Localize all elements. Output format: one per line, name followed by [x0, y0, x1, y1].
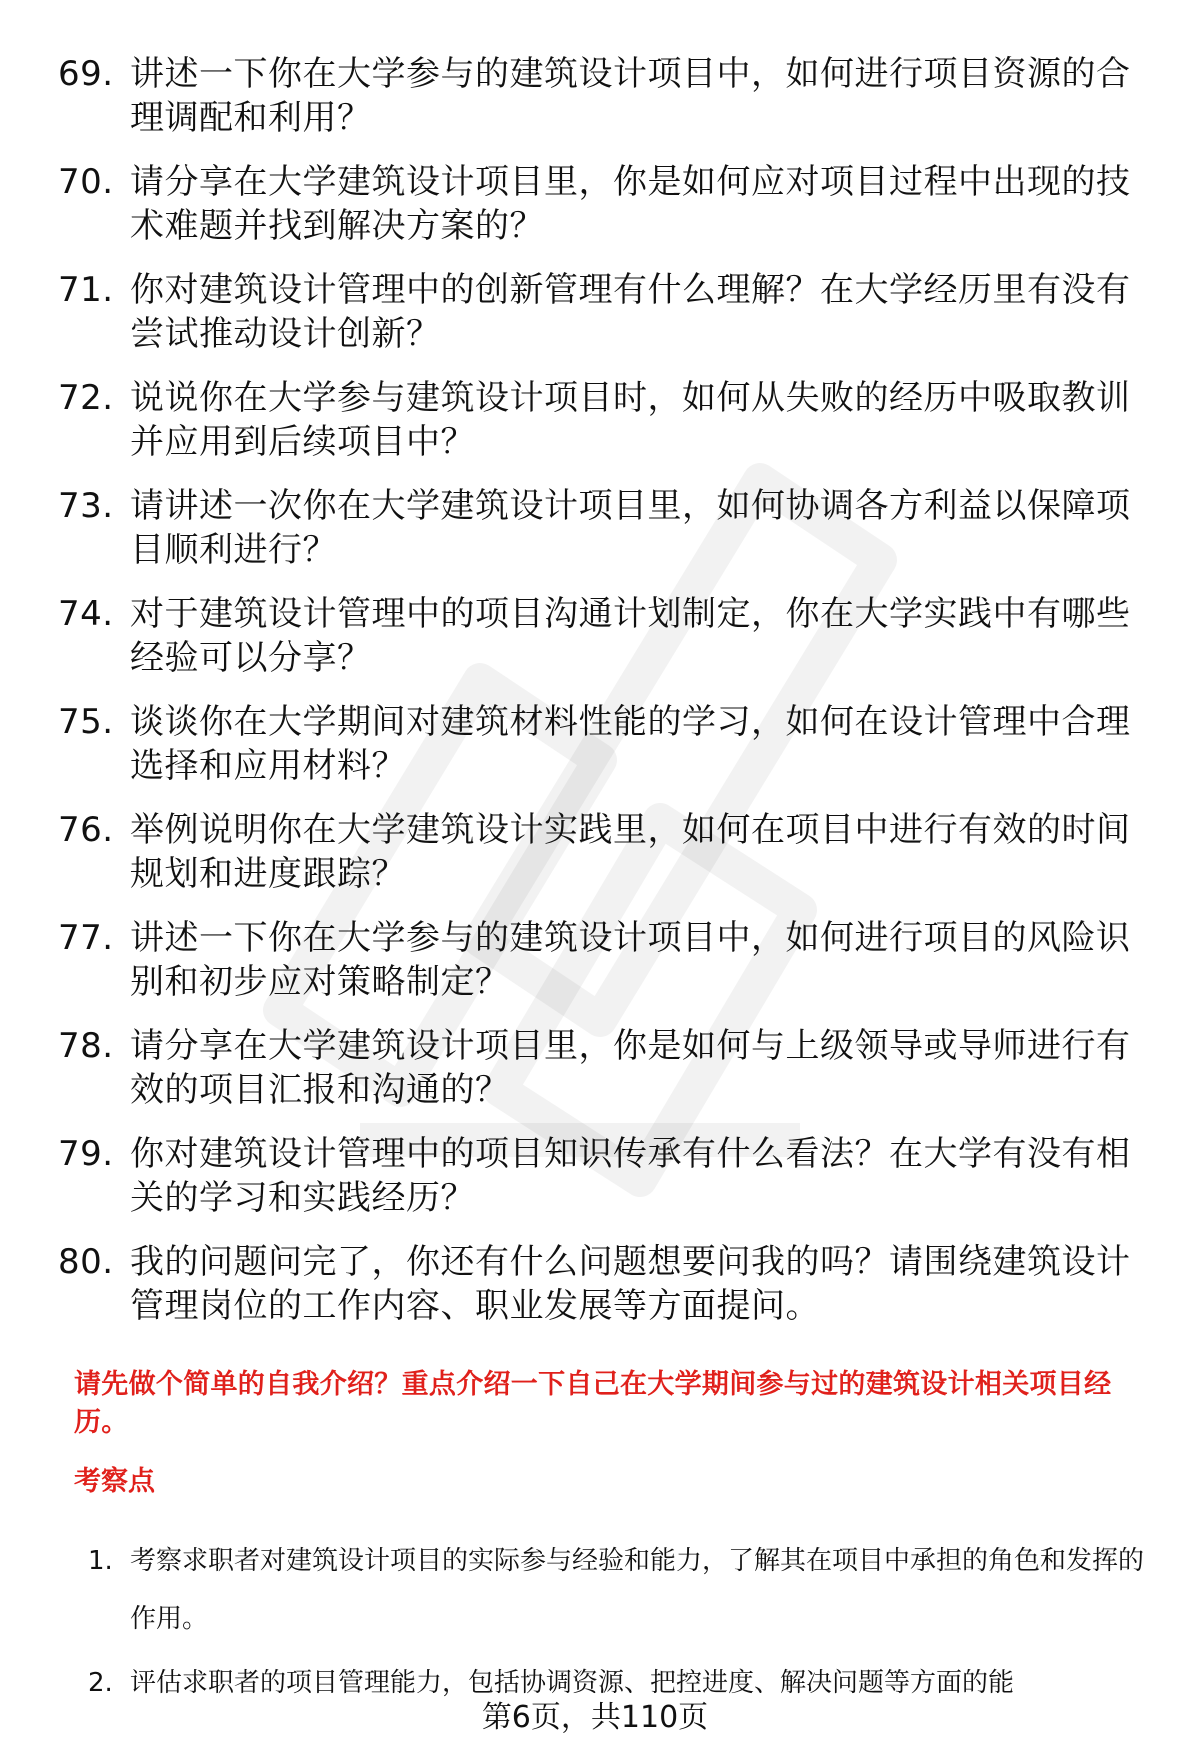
question-text: 讲述一下你在大学参与的建筑设计项目中，如何进行项目资源的合理调配和利用？ [130, 54, 1131, 138]
point-text: 考察求职者对建筑设计项目的实际参与经验和能力，了解其在项目中承担的角色和发挥的作用。 [130, 1546, 1145, 1634]
question-item [58, 160, 1150, 248]
question-number: 73. [58, 486, 114, 526]
question-text: 请分享在大学建筑设计项目里，你是如何应对项目过程中出现的技术难题并找到解决方案的？ [130, 162, 1131, 246]
question-text: 我的问题问完了，你还有什么问题想要问我的吗？请围绕建筑设计管理岗位的工作内容、职业发展等方面提问。 [130, 1242, 1131, 1326]
question-item [58, 916, 1150, 1004]
question-text: 请讲述一次你在大学建筑设计项目里，如何协调各方利益以保障项目顺利进行？ [130, 486, 1131, 570]
question-item [58, 808, 1150, 896]
question-text: 你对建筑设计管理中的创新管理有什么理解？在大学经历里有没有尝试推动设计创新？ [130, 270, 1131, 354]
question-list [58, 52, 1150, 1348]
question-number: 70. [58, 162, 114, 202]
kaocha-heading: 考察点 [74, 1466, 155, 1497]
highlight-question: 请先做个简单的自我介绍？重点介绍一下自己在大学期间参与过的建筑设计相关项目经历。 [74, 1369, 1112, 1438]
question-item [58, 592, 1150, 680]
question-item [58, 700, 1150, 788]
question-number: 74. [58, 594, 114, 634]
question-number: 76. [58, 810, 114, 850]
question-item [58, 1024, 1150, 1112]
point-text: 评估求职者的项目管理能力，包括协调资源、把控进度、解决问题等方面的能 [130, 1668, 1015, 1698]
question-text: 说说你在大学参与建筑设计项目时，如何从失败的经历中吸取教训并应用到后续项目中？ [130, 378, 1131, 462]
question-text: 举例说明你在大学建筑设计实践里，如何在项目中进行有效的时间规划和进度跟踪？ [130, 810, 1131, 894]
point-number: 2. [88, 1668, 113, 1698]
question-text: 对于建筑设计管理中的项目沟通计划制定，你在大学实践中有哪些经验可以分享？ [130, 594, 1131, 678]
question-item [58, 1240, 1150, 1328]
point-list [88, 1532, 1160, 1718]
question-number: 78. [58, 1026, 114, 1066]
question-item [58, 484, 1150, 572]
question-item [58, 376, 1150, 464]
question-number: 71. [58, 270, 114, 310]
question-text: 你对建筑设计管理中的项目知识传承有什么看法？在大学有没有相关的学习和实践经历？ [130, 1134, 1131, 1218]
question-number: 80. [58, 1242, 114, 1282]
point-item [88, 1532, 1160, 1648]
question-number: 72. [58, 378, 114, 418]
page-footer: 第6页，共110页 [0, 1698, 1190, 1738]
question-item [58, 1132, 1150, 1220]
question-number: 75. [58, 702, 114, 742]
point-number: 1. [88, 1546, 113, 1576]
question-text: 讲述一下你在大学参与的建筑设计项目中，如何进行项目的风险识别和初步应对策略制定？ [130, 918, 1131, 1002]
question-number: 69. [58, 54, 114, 94]
question-text: 请分享在大学建筑设计项目里，你是如何与上级领导或导师进行有效的项目汇报和沟通的？ [130, 1026, 1131, 1110]
question-item [58, 268, 1150, 356]
question-item [58, 52, 1150, 140]
question-number: 79. [58, 1134, 114, 1174]
question-number: 77. [58, 918, 114, 958]
question-text: 谈谈你在大学期间对建筑材料性能的学习，如何在设计管理中合理选择和应用材料？ [130, 702, 1131, 786]
